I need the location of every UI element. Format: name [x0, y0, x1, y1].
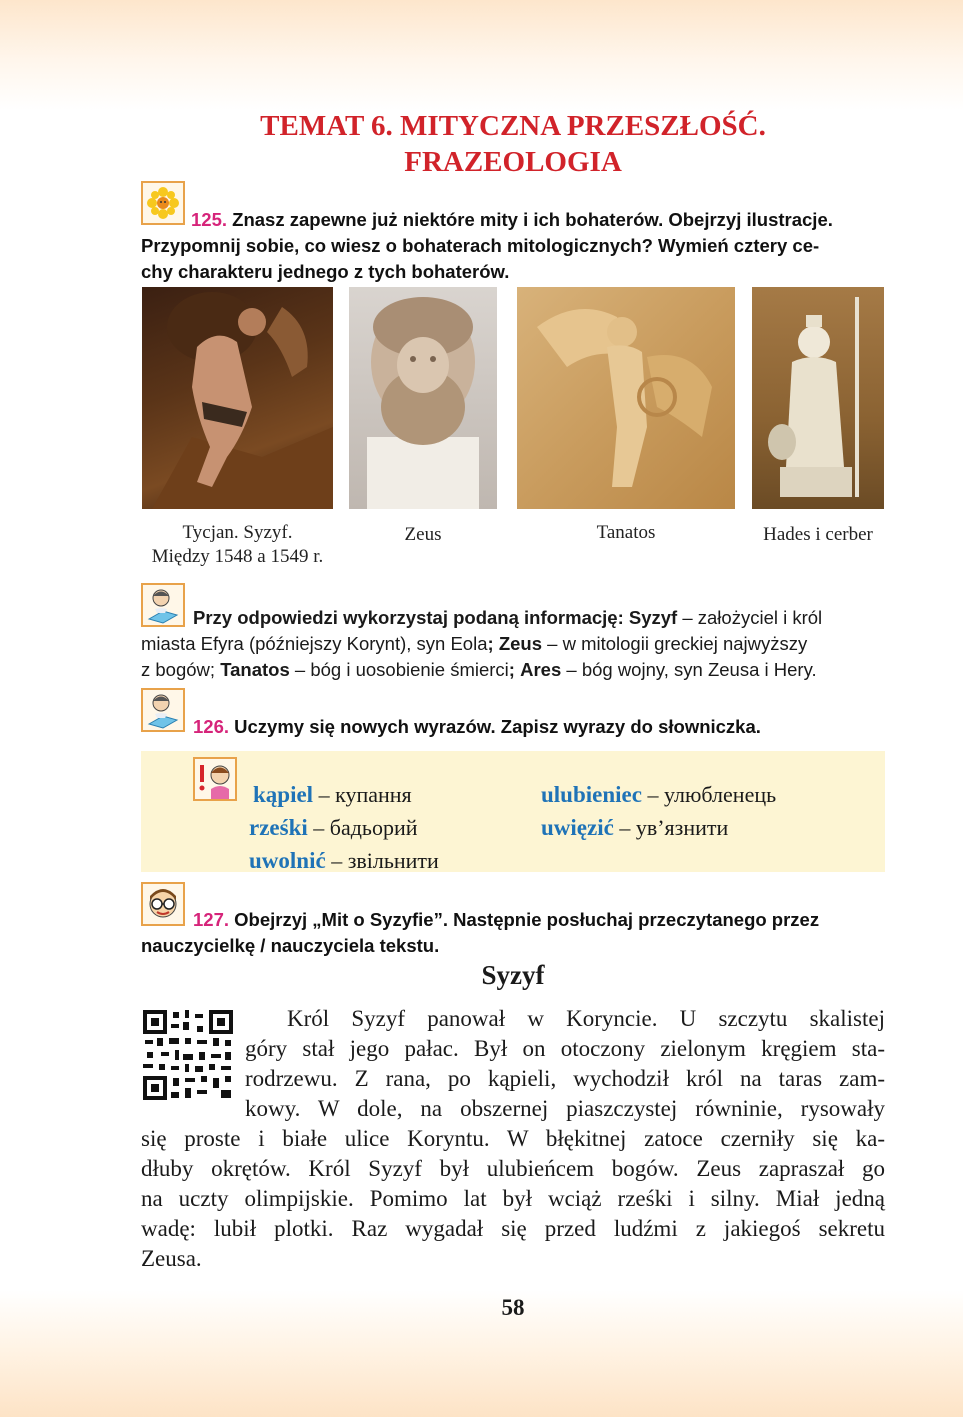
vocab-item: rześki – бадьорий	[249, 815, 418, 840]
vocab-item: uwięzić – ув’язнити	[541, 815, 729, 840]
hades-statue-image	[752, 287, 884, 509]
exclamation-child-icon	[193, 757, 237, 801]
image-caption: Tycjan. Syzyf. Między 1548 a 1549 r.	[151, 522, 324, 567]
story-line: na uczty olimpijskie. Pomimo lat był wciąż rześki i silny. Miał jedną	[141, 1186, 885, 1211]
story-line: Zeusa.	[141, 1246, 202, 1271]
story-paragraph-full	[141, 1124, 885, 1274]
task-text: Znasz zapewne już niektóre mity i ich bohaterów. Obejrzyj ilustracje.	[227, 209, 833, 230]
page-title	[0, 108, 963, 180]
story-paragraph-wrapped	[245, 1004, 885, 1124]
tanatos-relief-image	[517, 287, 735, 509]
vocabulary-list-left	[249, 780, 439, 879]
task-126	[193, 714, 761, 740]
task-text: Przypomnij sobie, co wiesz o bohaterach mitologicznych? Wymień cztery ce-	[141, 235, 820, 256]
vocab-item: uwolnić – звільнити	[249, 848, 439, 873]
vocab-item: kąpiel – купання	[253, 782, 412, 807]
task-text: Obejrzyj „Mit o Syzyfie”. Następnie posłuchaj przeczytanego przez	[229, 909, 820, 930]
reading-child-icon	[141, 688, 185, 732]
vocab-item: ulubieniec – улюбленець	[541, 782, 777, 807]
image-caption: Zeus	[404, 524, 442, 545]
task-text: chy charakteru jednego z tych bohaterów.	[141, 261, 510, 282]
syzyf-painting-image	[142, 287, 333, 509]
qr-code[interactable]	[141, 1008, 235, 1102]
story-line: dłuby okrętów. Król Syzyf był ulubieńcem bogów. Zeus zapraszał go	[141, 1156, 885, 1181]
story-line: kowy. W dole, na obszernej piaszczystej równinie, rysowały	[245, 1096, 885, 1121]
vocabulary-list-right	[541, 780, 776, 846]
story-line: Król Syzyf panował w Koryncie. U szczytu skalistej	[287, 1006, 885, 1031]
image-caption: Hades i cerber	[763, 524, 873, 545]
task-number: 127.	[193, 909, 230, 930]
story-line: wadę: lubił plotki. Raz wygadał się przed ludźmi z jakiegoś sekretu	[141, 1216, 885, 1241]
title-line-1: TEMAT 6. MITYCZNA PRZESZŁOŚĆ.	[260, 110, 766, 142]
story-line: góry stał jego pałac. Był on otoczony zielonym kręgiem sta-	[245, 1036, 885, 1061]
image-caption: Tanatos	[596, 522, 656, 543]
task-127	[141, 907, 886, 959]
task-text: nauczycielkę / nauczyciela tekstu.	[141, 935, 440, 956]
task-number: 125.	[191, 209, 228, 230]
page-number: 58	[501, 1295, 525, 1320]
task-number: 126.	[193, 716, 230, 737]
title-line-2: FRAZEOLOGIA	[404, 146, 622, 178]
zeus-bust-image	[349, 287, 497, 509]
story-line: się proste i białe ulice Koryntu. W błękitnej zatoce czerniły się ka-	[141, 1126, 885, 1151]
task-125	[141, 207, 886, 285]
task-text: Uczymy się nowych wyrazów. Zapisz wyrazy do słowniczka.	[229, 716, 761, 737]
story-line: rodrzewu. Z rana, po kąpieli, wychodził król na taras zam-	[245, 1066, 885, 1091]
info-paragraph: Przy odpowiedzi wykorzystaj podaną informację: Syzyf – założyciel i król miasta Efyra (późniejszy Korynt), syn Eola; Zeus – w mitologii greckiej najwyższy z bogów; Tanatos – bóg i uosobienie śmierci; Ares – bóg wojny, syn Zeusa i Hery.	[141, 607, 823, 680]
story-title: Syzyf	[481, 960, 545, 990]
